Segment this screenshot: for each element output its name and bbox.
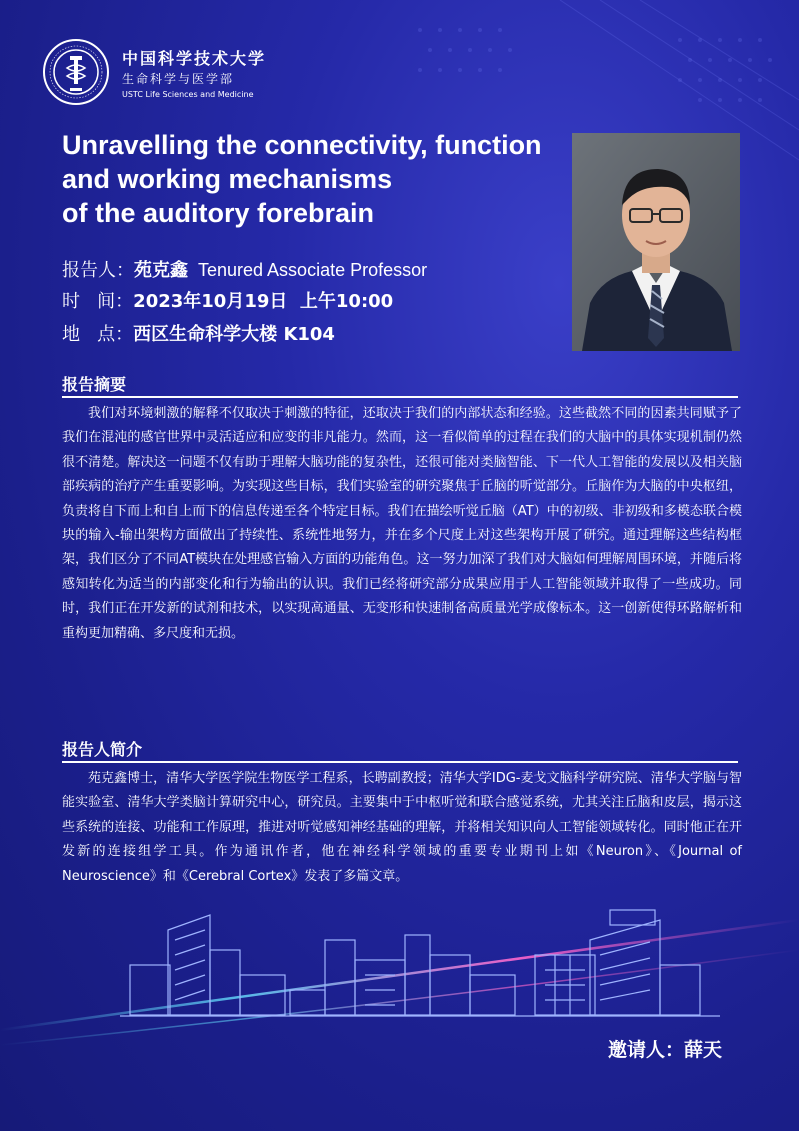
speaker-row bbox=[62, 257, 427, 283]
time-value: 2023年10月19日 上午10:00 bbox=[133, 291, 394, 312]
school-name: 中国科学技术大学 bbox=[122, 49, 267, 68]
speaker-label: 报告人： bbox=[62, 260, 134, 281]
inviter: 邀请人：薛天 bbox=[608, 1039, 723, 1061]
bio-text: 苑克鑫博士，清华大学医学院生物医学工程系，长聘副教授；清华大学IDG-麦戈文脑科学研究院、清华大学脑与智能实验室、清华大学类脑计算研究中心，研究员。主要集中于中枢听觉和联合感觉系统，尤其关注丘脑和皮层，揭示这些系统的连接、功能和工作原理，推进对听觉感知神经基础的理解，并将相关知识向人工智能领域转化。同时他正在开发新的连接组学工具。作为通讯作者，他在神经科学领域的重要专业期刊上如《Neuron》、《Journal of Neuroscience》和《Cerebral Cortex》发表了多篇文章。 bbox=[62, 771, 742, 884]
place-label: 地 点： bbox=[62, 324, 134, 345]
bio-divider bbox=[62, 761, 738, 763]
place-value: 西区生命科学大楼 K104 bbox=[133, 324, 335, 345]
time-label: 时 间： bbox=[62, 291, 134, 312]
header bbox=[42, 38, 302, 108]
abstract-text: 我们对环境刺激的解释不仅取决于刺激的特征，还取决于我们的内部状态和经验。这些截然不同的因素共同赋予了我们在混沌的感官世界中灵活适应和应变的非凡能力。然而，这一看似简单的过程在我们的大脑中的具体实现机制仍然很不清楚。解决这一问题不仅有助于理解大脑功能的复杂性，还很可能对类脑智能、下一代人工智能的发展以及相关脑部疾病的治疗产生重要影响。为实现这些目标，我们实验室的研究聚焦于丘脑的听觉部分。丘脑作为大脑的中央枢纽，负责将自下而上和自上而下的信息传递至各个特定目标。我们在描绘听觉丘脑（AT）中的初级、非初级和多模态联合模块的输入-输出架构方面做出了持续性、系统性地努力，并在多个尺度上对这些架构开展了研究。通过理解这些结构框架，我们区分了不同AT模块在处理感官输入方面的功能角色。这一努力加深了我们对大脑如何理解周围环境，并随后将感知转化为适当的内部变化和行为输出的认识。我们已经将研究部分成果应用于人工智能领域并取得了一些成功。同时，我们正在开发新的试剂和技术，以实现高通量、无变形和快速制备高质量光学成像标本。这一创新使得环路解析和重构更加精确、多尺度和无损。 bbox=[62, 406, 742, 641]
speaker-photo bbox=[572, 133, 740, 351]
city-skyline-illustration bbox=[0, 880, 799, 1060]
abstract-heading: 报告摘要 bbox=[62, 375, 127, 394]
abstract-divider bbox=[62, 396, 738, 398]
talk-title-line-1: Unravelling the connectivity, function bbox=[62, 130, 542, 160]
time-row bbox=[62, 289, 393, 315]
speaker-title: Tenured Associate Professor bbox=[198, 260, 428, 280]
speaker-name: 苑克鑫 bbox=[134, 260, 188, 281]
ustc-seal-logo bbox=[42, 38, 110, 106]
bio-heading: 报告人简介 bbox=[62, 740, 143, 759]
talk-title-line-3: of the auditory forebrain bbox=[62, 198, 375, 228]
talk-title-line-2: and working mechanisms bbox=[62, 164, 393, 194]
place-row bbox=[62, 322, 335, 348]
talk-title bbox=[62, 128, 562, 230]
department-name-en: USTC Life Sciences and Medicine bbox=[122, 90, 254, 99]
department-name-cn: 生命科学与医学部 bbox=[122, 72, 235, 86]
